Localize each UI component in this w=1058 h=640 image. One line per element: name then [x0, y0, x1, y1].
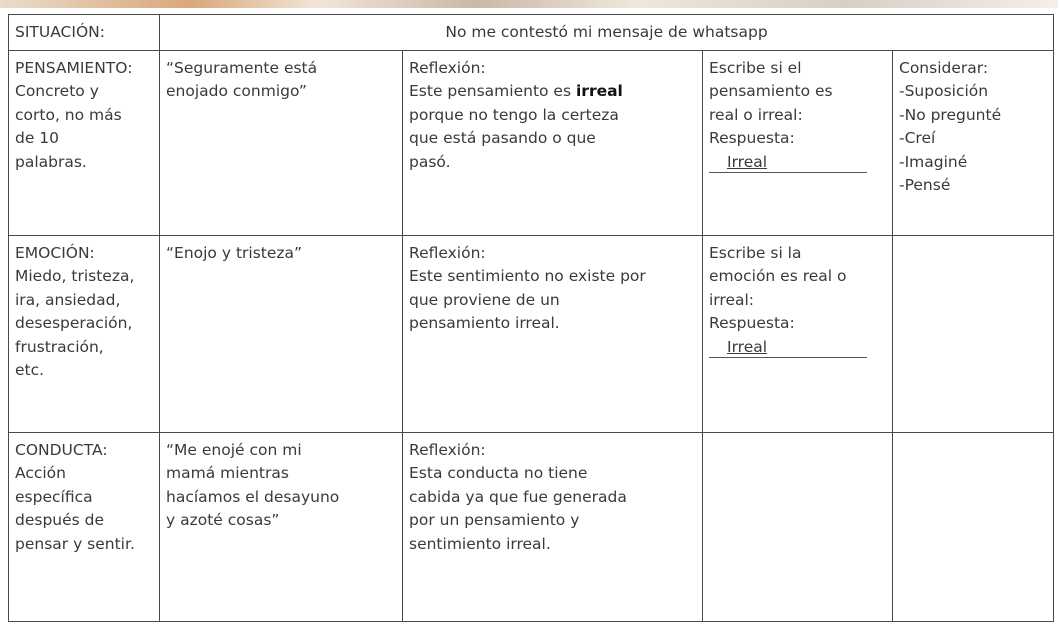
pensamiento-quote-cell	[160, 50, 403, 235]
considerar-cell	[893, 50, 1054, 235]
prompt-line: real o irreal:	[709, 105, 803, 124]
conducta-label-line: CONDUCTA:	[15, 440, 108, 459]
prompt-line: Respuesta:	[709, 314, 795, 332]
pensamiento-label-cell	[9, 50, 160, 235]
worksheet-table	[8, 14, 1054, 622]
reflexion-line: Reflexión:	[409, 243, 486, 262]
emocion-quote-cell	[160, 235, 403, 432]
situation-value: No me contestó mi mensaje de whatsapp	[445, 23, 768, 41]
pensamiento-answer-cell	[703, 50, 893, 235]
reflexion-line: porque no tengo la certeza	[409, 105, 619, 124]
considerar-line: Considerar:	[899, 58, 989, 77]
emocion-answer-cell	[703, 235, 893, 432]
considerar-line: -Creí	[899, 129, 936, 147]
prompt-line: Escribe si el	[709, 58, 802, 77]
reflexion-line: que está pasando o que	[409, 129, 596, 147]
emocion-label-line: etc.	[15, 361, 45, 379]
conducta-label-cell	[9, 432, 160, 621]
situation-row	[9, 15, 1054, 51]
conducta-reflexion-cell	[403, 432, 703, 621]
emocion-label-line: Miedo, tristeza,	[15, 267, 135, 285]
emocion-label-line: ira, ansiedad,	[15, 290, 121, 309]
pensamiento-label-line: Concreto y	[15, 82, 99, 100]
reflexion-line: por un pensamiento y	[409, 511, 580, 529]
pensamiento-reflexion-cell	[403, 50, 703, 235]
conducta-label-line: pensar y sentir.	[15, 534, 135, 553]
conducta-label-line: Acción	[15, 464, 66, 482]
conducta-quote-line: hacíamos el desayuno	[166, 487, 340, 506]
answer-text: Irreal	[727, 337, 768, 356]
pensamiento-row	[9, 50, 1054, 235]
conducta-label-line: después de	[15, 511, 105, 529]
conducta-quote-line: mamá mientras	[166, 464, 289, 482]
reflexion-title: Reflexión:	[409, 58, 486, 77]
answer-blank	[709, 152, 867, 173]
conducta-quote-line: y azoté cosas”	[166, 511, 280, 529]
pensamiento-label-line: de 10	[15, 129, 60, 147]
emocion-label-line: desesperación,	[15, 314, 133, 332]
conducta-row	[9, 432, 1054, 621]
pensamiento-quote-line: “Seguramente está	[166, 58, 318, 77]
situation-label: SITUACIÓN:	[15, 23, 105, 41]
reflexion-line: Esta conducta no tiene	[409, 464, 588, 482]
reflexion-prefix: Este pensamiento es	[409, 82, 576, 100]
conducta-quote-line: “Me enojé con mi	[166, 440, 302, 459]
reflexion-line: pasó.	[409, 152, 451, 171]
reflexion-line: pensamiento irreal.	[409, 314, 560, 332]
conducta-label-line: específica	[15, 487, 93, 506]
reflexion-line	[409, 80, 696, 104]
situation-value-cell	[160, 15, 1054, 51]
pensamiento-label-line: PENSAMIENTO:	[15, 58, 133, 77]
emocion-empty-cell	[893, 235, 1054, 432]
reflexion-bold-word: irreal	[575, 82, 623, 100]
emocion-label-line: EMOCIÓN:	[15, 243, 95, 262]
emocion-reflexion-cell	[403, 235, 703, 432]
considerar-line: -No pregunté	[899, 105, 1002, 124]
emocion-quote-line: “Enojo y tristeza”	[166, 243, 303, 262]
emocion-label-cell	[9, 235, 160, 432]
prompt-line: emoción es real o	[709, 267, 847, 285]
situation-label-cell	[9, 15, 160, 51]
prompt-line: Escribe si la	[709, 243, 802, 262]
pensamiento-quote-line: enojado conmigo”	[166, 82, 307, 100]
considerar-line: -Suposición	[899, 82, 989, 100]
pensamiento-label-line: palabras.	[15, 152, 87, 171]
reflexion-line: sentimiento irreal.	[409, 534, 551, 553]
prompt-line: pensamiento es	[709, 82, 833, 100]
prompt-line: irreal:	[709, 290, 755, 309]
considerar-line: -Pensé	[899, 176, 951, 194]
reflexion-line: Reflexión:	[409, 440, 486, 459]
conducta-quote-cell	[160, 432, 403, 621]
pensamiento-label-line: corto, no más	[15, 105, 122, 124]
reflexion-line: Este sentimiento no existe por	[409, 267, 646, 285]
answer-blank	[709, 337, 867, 358]
conducta-empty-cell	[703, 432, 893, 621]
emocion-label-line: frustración,	[15, 337, 104, 356]
considerar-line: -Imaginé	[899, 152, 968, 171]
answer-text: Irreal	[727, 152, 768, 171]
top-image-strip	[0, 0, 1058, 8]
prompt-line: Respuesta:	[709, 129, 795, 147]
conducta-empty-cell	[893, 432, 1054, 621]
emocion-row	[9, 235, 1054, 432]
reflexion-line: que proviene de un	[409, 290, 560, 309]
reflexion-line: cabida ya que fue generada	[409, 487, 627, 506]
